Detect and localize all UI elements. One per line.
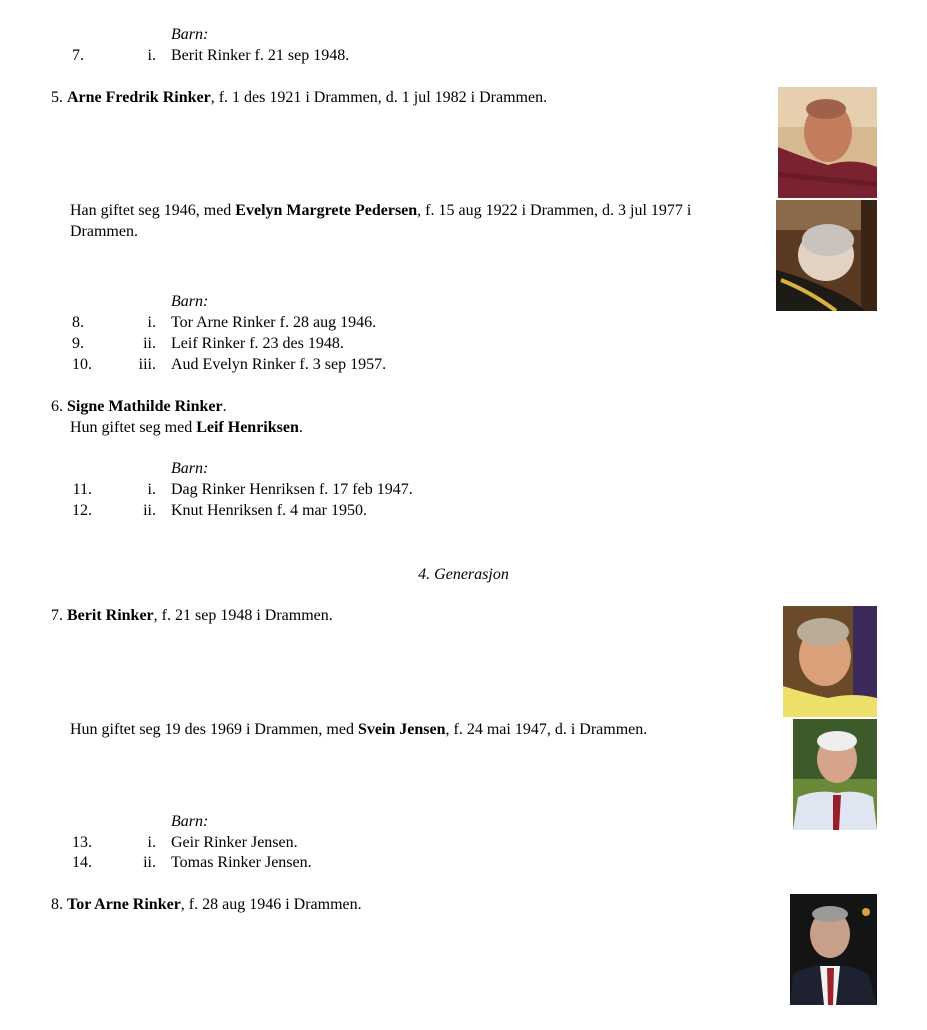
child-roman: i. [147, 314, 156, 331]
child-entry: Tomas Rinker Jensen. [171, 854, 312, 871]
child-number: 14. [72, 854, 92, 871]
person-number: 7. [51, 607, 63, 624]
barn-label: Barn: [171, 293, 209, 310]
child-entry: Leif Rinker f. 23 des 1948. [171, 335, 344, 352]
person-entry-6 [51, 397, 227, 417]
spouse-name: Evelyn Margrete Pedersen [235, 202, 418, 219]
barn-label: Barn: [171, 813, 209, 830]
person-info: , f. 28 aug 1946 i Drammen. [180, 896, 362, 913]
child-number: 10. [72, 356, 92, 373]
child-roman: ii. [143, 335, 156, 352]
marriage-text: Han giftet seg 1946, med [70, 202, 236, 219]
child-roman: ii. [143, 854, 156, 871]
spouse-name: Leif Henriksen [196, 419, 299, 436]
child-number: 7. [72, 47, 84, 64]
child-entry: Berit Rinker f. 21 sep 1948. [171, 47, 350, 64]
child-entry: Aud Evelyn Rinker f. 3 sep 1957. [171, 356, 387, 373]
spouse-name: Svein Jensen [357, 721, 446, 738]
portrait-photo-berit [783, 606, 877, 717]
child-entry: Geir Rinker Jensen. [171, 834, 298, 851]
child-roman: i. [147, 481, 156, 498]
child-number: 9. [72, 335, 84, 352]
person-entry-7 [51, 606, 333, 626]
person-name: Signe Mathilde Rinker [67, 398, 223, 415]
barn-label: Barn: [171, 26, 209, 43]
marriage-line-2: Drammen. [70, 223, 138, 240]
child-roman: i. [147, 47, 156, 64]
person-info: , f. 1 des 1921 i Drammen, d. 1 jul 1982 i Drammen. [210, 89, 548, 106]
marriage-line [70, 418, 303, 438]
marriage-info: . [298, 419, 303, 436]
person-name: Tor Arne Rinker [67, 896, 181, 913]
child-entry: Dag Rinker Henriksen f. 17 feb 1947. [171, 481, 413, 498]
child-entry: Tor Arne Rinker f. 28 aug 1946. [171, 314, 377, 331]
person-info: . [222, 398, 227, 415]
portrait-photo-arne [778, 87, 877, 198]
marriage-line [70, 720, 647, 740]
person-number: 8. [51, 896, 63, 913]
person-number: 5. [51, 89, 63, 106]
generation-heading: 4. Generasjon [418, 566, 509, 583]
child-number: 12. [72, 502, 92, 519]
marriage-info: , f. 15 aug 1922 i Drammen, d. 3 jul 1977 i [417, 202, 692, 219]
portrait-photo-svein [793, 719, 877, 830]
child-number: 11. [72, 481, 92, 498]
person-entry-5 [51, 88, 547, 108]
child-number: 13. [72, 834, 92, 851]
barn-label: Barn: [171, 460, 209, 477]
marriage-text: Hun giftet seg 19 des 1969 i Drammen, med [70, 721, 358, 738]
child-roman: i. [147, 834, 156, 851]
portrait-photo-evelyn [776, 200, 877, 311]
marriage-line [70, 201, 691, 221]
person-entry-8 [51, 895, 362, 915]
marriage-info: , f. 24 mai 1947, d. i Drammen. [445, 721, 648, 738]
child-number: 8. [72, 314, 84, 331]
child-entry: Knut Henriksen f. 4 mar 1950. [171, 502, 367, 519]
person-name: Arne Fredrik Rinker [67, 89, 211, 106]
person-number: 6. [51, 398, 63, 415]
person-name: Berit Rinker [67, 607, 154, 624]
child-roman: ii. [143, 502, 156, 519]
person-info: , f. 21 sep 1948 i Drammen. [153, 607, 333, 624]
portrait-photo-tor-arne [790, 894, 877, 1005]
child-roman: iii. [138, 356, 156, 373]
marriage-text: Hun giftet seg med [70, 419, 197, 436]
